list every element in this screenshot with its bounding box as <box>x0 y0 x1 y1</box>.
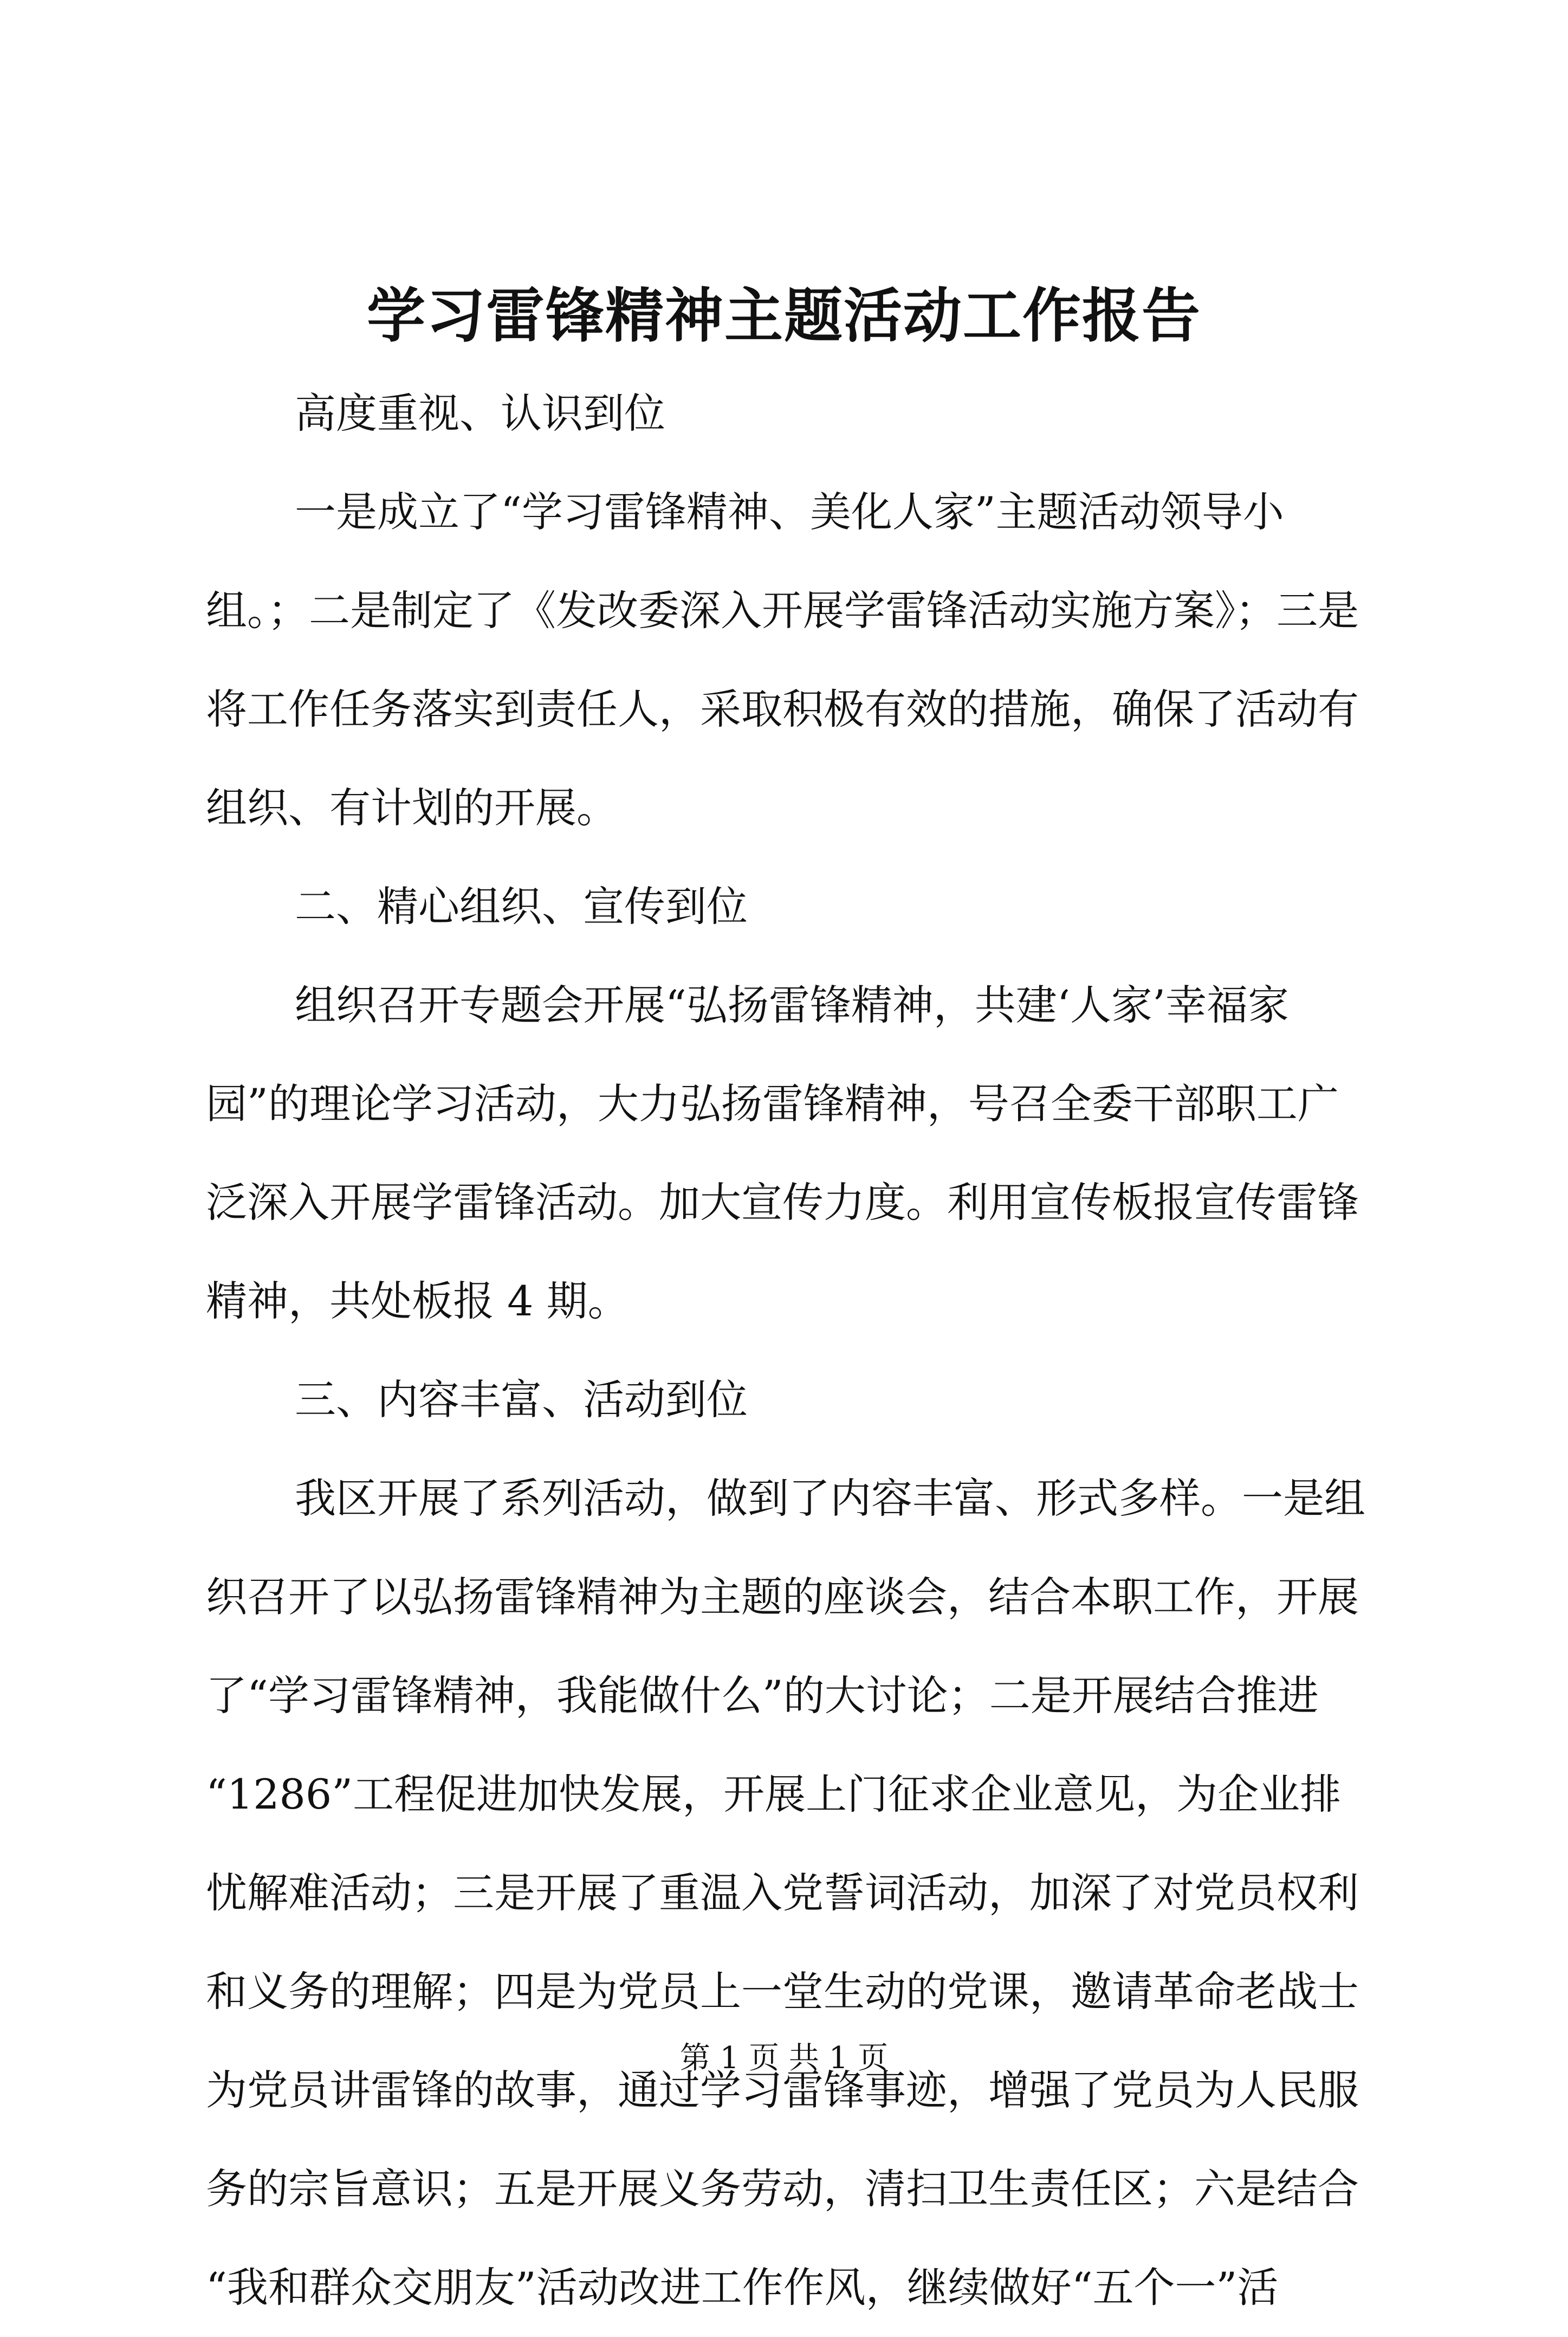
paragraph-line: 忧解难活动；三是开展了重温入党誓词活动，加深了对党员权利 <box>206 1869 1359 1917</box>
paragraph-line: 织召开了以弘扬雷锋精神为主题的座谈会，结合本职工作，开展 <box>206 1573 1359 1621</box>
paragraph-line: “我和群众交朋友”活动改进工作作风，继续做好“五个一”活 <box>206 2263 1279 2312</box>
paragraph-line: “1286”工程促进加快发展，开展上门征求企业意见，为企业排 <box>206 1770 1342 1818</box>
paragraph-line: 一是成立了“学习雷锋精神、美化人家”主题活动领导小 <box>295 488 1284 536</box>
paragraph-line: 和义务的理解；四是为党员上一堂生动的党课，邀请革命老战士 <box>206 1967 1359 2016</box>
paragraph-line: 精神，共处板报 4 期。 <box>206 1277 629 1325</box>
paragraph-line: 务的宗旨意识；五是开展义务劳动，清扫卫生责任区；六是结合 <box>206 2165 1359 2213</box>
paragraph-line: 组。；二是制定了《发改委深入开展学雷锋活动实施方案》；三是 <box>206 586 1359 635</box>
section-heading: 三、内容丰富、活动到位 <box>295 1376 748 1424</box>
paragraph-line: 将工作任务落实到责任人，采取积极有效的措施，确保了活动有 <box>206 685 1359 733</box>
page-number-footer: 第 1 页 共 1 页 <box>679 2041 889 2076</box>
paragraph-line: 泛深入开展学雷锋活动。加大宣传力度。利用宣传板报宣传雷锋 <box>206 1178 1359 1226</box>
section-heading: 二、精心组织、宣传到位 <box>295 882 748 931</box>
paragraph-line: 我区开展了系列活动，做到了内容丰富、形式多样。一是组 <box>295 1474 1365 1522</box>
paragraph-line: 为党员讲雷锋的故事，通过学习雷锋事迹，增强了党员为人民服 <box>206 2066 1359 2114</box>
paragraph-line: 了“学习雷锋精神，我能做什么”的大讨论；二是开展结合推进 <box>206 1671 1319 1720</box>
section-heading: 高度重视、认识到位 <box>295 389 665 437</box>
paragraph-line: 组织召开专题会开展“弘扬雷锋精神，共建‘人家’幸福家 <box>295 981 1290 1029</box>
document-title: 学习雷锋精神主题活动工作报告 <box>366 282 1201 350</box>
paragraph-line: 组织、有计划的开展。 <box>206 784 618 832</box>
paragraph-line: 园”的理论学习活动，大力弘扬雷锋精神，号召全委干部职工广 <box>206 1080 1339 1128</box>
